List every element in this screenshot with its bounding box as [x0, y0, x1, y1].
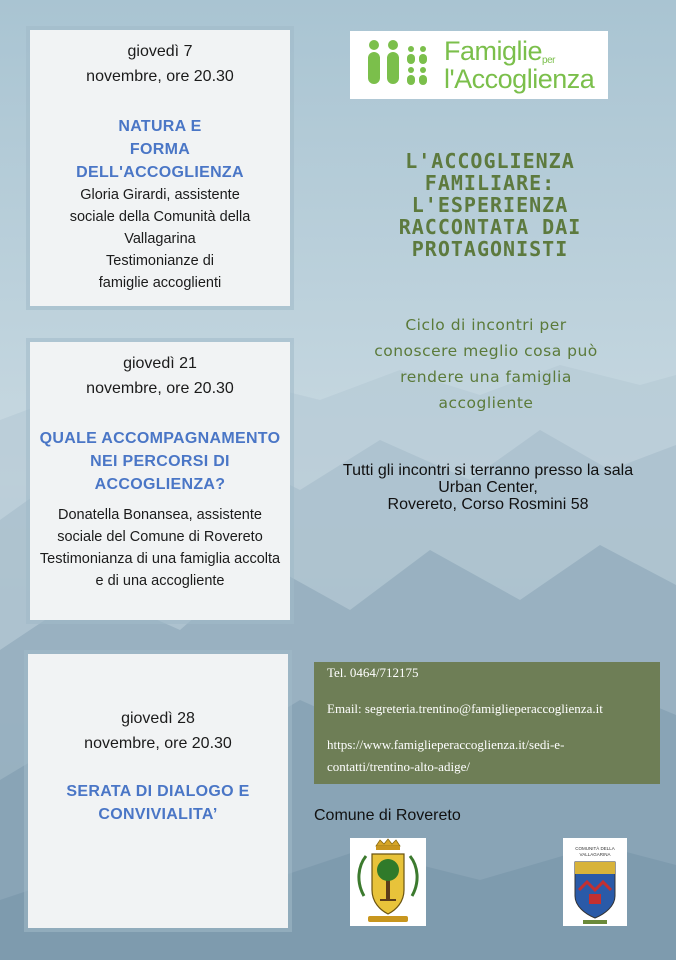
event-date: giovedì 7 — [127, 43, 193, 60]
headline-line: FAMILIARE: — [424, 171, 556, 195]
venue-line: Tutti gli incontri si terranno presso la sala — [342, 462, 634, 479]
comune-label: Comune di Rovereto — [314, 807, 461, 824]
cycle-line: conoscere meglio cosa può — [374, 342, 598, 360]
contact-url-line-1[interactable]: https://www.famiglieperaccoglienza.it/sedi-e- — [327, 737, 565, 752]
headline-line: PROTAGONISTI — [411, 237, 569, 261]
rovereto-crest — [350, 838, 426, 926]
event-description-line: famiglie accoglienti — [98, 275, 222, 291]
logo-per: per — [542, 55, 555, 66]
event-card-1 — [30, 30, 290, 306]
cycle-line: rendere una famiglia — [400, 368, 572, 386]
contact-email[interactable]: Email: segreteria.trentino@famiglieperaccoglienza.it — [327, 701, 603, 716]
comunita-vallagarina-emblem-icon — [563, 838, 627, 926]
event-description-line: sociale del Comune di Rovereto — [57, 529, 263, 545]
logo-line-2: l'Accoglienza — [444, 64, 595, 94]
event-description-line: Donatella Bonansea, assistente — [58, 507, 262, 523]
event-title-line: NEI PERCORSI DI — [90, 453, 230, 470]
venue-info — [318, 462, 658, 513]
event-time: novembre, ore 20.30 — [86, 380, 234, 397]
event-date: giovedì 21 — [123, 355, 197, 372]
event-time: novembre, ore 20.30 — [86, 68, 234, 85]
event-title-line: DELL'ACCOGLIENZA — [76, 164, 244, 181]
event-description-line: sociale della Comunità della — [69, 209, 251, 225]
family-figures-icon — [360, 35, 440, 95]
venue-line: Rovereto, Corso Rosmini 58 — [387, 496, 589, 513]
venue-line: Urban Center, — [438, 479, 538, 496]
event-description-line: Testimonianze di — [106, 253, 214, 269]
contact-url-line-2[interactable]: contatti/trentino-alto-adige/ — [327, 759, 470, 774]
headline-line: RACCONTATA DAI — [398, 215, 582, 239]
headline-line: L'ESPERIENZA — [411, 193, 569, 217]
rovereto-coat-of-arms-icon — [350, 838, 426, 926]
headline — [330, 150, 650, 260]
event-title-line: SERATA DI DIALOGO E — [66, 783, 250, 800]
headline-line: L'ACCOGLIENZA — [405, 149, 575, 173]
event-title-line: ACCOGLIENZA? — [94, 476, 226, 493]
event-card-3 — [28, 654, 288, 928]
svg-text:VALLAGARINA: VALLAGARINA — [579, 852, 611, 857]
event-description-line: Testimonianza di una famiglia accolta — [39, 551, 281, 567]
svg-text:COMUNITÀ DELLA: COMUNITÀ DELLA — [575, 846, 615, 851]
logo-line-1: Famiglie — [444, 36, 543, 66]
cycle-line: Ciclo di incontri per — [405, 316, 567, 334]
cycle-description — [330, 312, 642, 416]
contact-box — [314, 662, 660, 784]
logo-wordmark — [444, 37, 594, 93]
event-date: giovedì 28 — [121, 710, 195, 727]
event-card-2 — [30, 342, 290, 620]
event-description-line: e di una accogliente — [95, 573, 225, 589]
event-time: novembre, ore 20.30 — [84, 735, 232, 752]
contact-phone: Tel. 0464/712175 — [327, 665, 419, 680]
vallagarina-seal — [563, 838, 627, 926]
event-title-line: QUALE ACCOMPAGNAMENTO — [39, 430, 281, 447]
event-title-line: NATURA E — [118, 118, 202, 135]
event-title-line: CONVIVIALITA’ — [98, 806, 218, 823]
famiglie-per-accoglienza-logo — [350, 31, 608, 99]
cycle-line: accogliente — [438, 394, 534, 412]
event-description-line: Vallagarina — [124, 231, 196, 247]
event-description-line: Gloria Girardi, assistente — [80, 187, 240, 203]
event-title-line: FORMA — [129, 141, 191, 158]
